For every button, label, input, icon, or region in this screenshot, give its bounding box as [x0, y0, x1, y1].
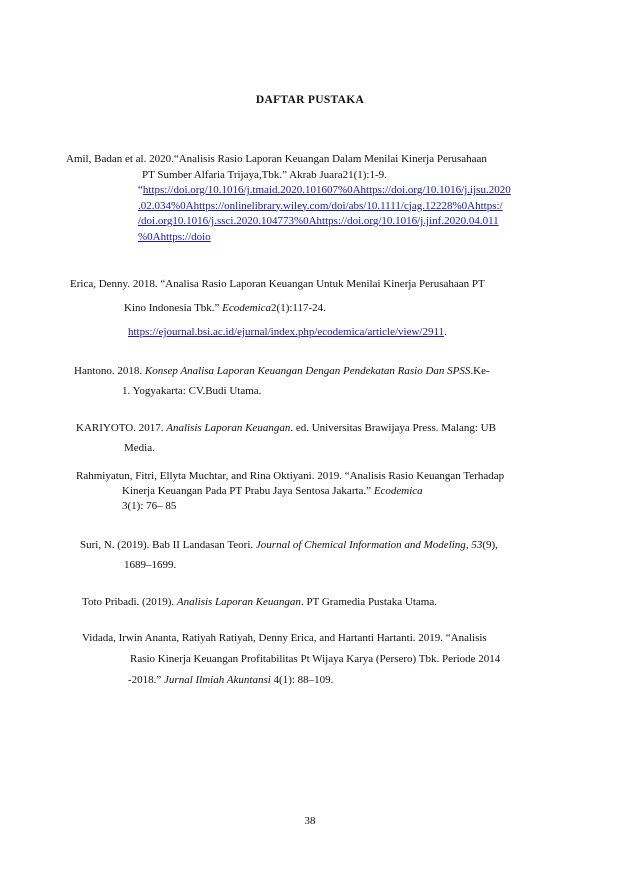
- article-link[interactable]: https://ejournal.bsi.ac.id/ejurnal/index.php/ecodemica/article/view/2911: [128, 326, 445, 338]
- ref-text: -2018.”: [128, 674, 165, 686]
- ref-text: . PT Gramedia Pustaka Utama.: [300, 596, 437, 608]
- ref-text: ,: [465, 539, 472, 551]
- ref-text: Suri, N. (2019). Bab II Landasan Teori.: [80, 539, 256, 551]
- ref-text: Kinerja Keuangan Pada PT Prabu Jaya Sentosa Jakarta.”: [122, 485, 374, 497]
- ref-line: [70, 296, 485, 320]
- ref-word: Juara21(1):1-9.: [319, 168, 387, 181]
- ref-line: [74, 361, 490, 381]
- journal-name: Ecodemica: [222, 302, 272, 314]
- ref-line: [76, 418, 496, 438]
- ref-line: Rahmiyatun, Fitri, Ellyta Muchtar, and Rina Oktiyani. 2019. “Analisis Rasio Keuangan Terhadap: [76, 470, 505, 482]
- ref-word: PT: [142, 168, 155, 181]
- ref-line: [82, 592, 437, 612]
- ref-text: KARIYOTO. 2017.: [76, 422, 167, 434]
- reference-kariyoto: [76, 418, 496, 458]
- ref-text: 2(1):117-24.: [271, 302, 326, 314]
- volume-number: 53: [471, 539, 483, 551]
- ref-word: Alfaria: [193, 168, 225, 181]
- ref-line: [82, 670, 500, 691]
- book-title: Analisis Laporan Keuangan: [176, 596, 301, 608]
- page-number: 38: [304, 815, 316, 827]
- ref-text: Hantono. 2018.: [74, 365, 145, 377]
- book-title: Analisis Laporan Keuangan: [166, 422, 291, 434]
- ref-text: .Ke-: [470, 365, 490, 377]
- ref-line: [80, 535, 498, 555]
- journal-name: Journal of Chemical Information and Modeling: [255, 539, 466, 551]
- ref-text: .: [444, 326, 447, 338]
- ref-word: Akrab: [289, 168, 317, 181]
- doi-link[interactable]: %0Ahttps://doio: [138, 230, 211, 243]
- ref-line: Media.: [124, 442, 155, 454]
- reference-rahmiyatun: [76, 469, 504, 514]
- ref-text: “: [138, 184, 143, 196]
- ref-line: 1. Yogyakarta: CV.Budi Utama.: [122, 385, 262, 397]
- journal-name: Ecodemica: [373, 485, 423, 497]
- doi-link[interactable]: https://doi.org/10.1016/j.tmaid.2020.101607%0Ahttps://doi.org/10.1016/j.ijsu.2020: [142, 184, 511, 196]
- journal-name: Jurnal Ilmiah Akuntansi: [164, 674, 271, 686]
- book-title: Konsep Analisa Laporan Keuangan Dengan Pendekatan Rasio Dan SPSS: [144, 365, 471, 377]
- reference-suri: [80, 535, 498, 575]
- ref-line: [70, 320, 485, 344]
- ref-text: (9),: [482, 539, 498, 551]
- ref-line: Erica, Denny. 2018. “Analisa Rasio Laporan Keuangan Untuk Menilai Kinerja Perusahaan PT: [70, 278, 485, 290]
- ref-line: 1689–1699.: [124, 559, 177, 571]
- ref-text: Toto Pribadi. (2019).: [82, 596, 177, 608]
- reference-erica: [70, 272, 485, 344]
- page-title: DAFTAR PUSTAKA: [255, 94, 365, 106]
- ref-line: 3(1): 76– 85: [122, 500, 177, 512]
- reference-vidada: [82, 628, 500, 691]
- ref-line: [76, 484, 504, 499]
- ref-line: Vidada, Irwin Ananta, Ratiyah Ratiyah, Denny Erica, and Hartanti Hartanti. 2019. “Analisis: [82, 632, 487, 644]
- ref-line: [66, 168, 558, 184]
- ref-line: Rasio Kinerja Keuangan Profitabilitas Pt Wijaya Karya (Persero) Tbk. Periode 2014: [130, 653, 501, 665]
- reference-amil: [66, 152, 558, 245]
- doi-link[interactable]: /doi.org10.1016/j.ssci.2020.104773%0Ahttps://doi.org/10.1016/j.jinf.2020.04.011: [138, 215, 499, 227]
- ref-text: . ed. Universitas Brawijaya Press. Malang: UB: [290, 422, 496, 434]
- ref-word: Trijaya,Tbk.”: [227, 168, 287, 181]
- ref-text: 4(1): 88–109.: [270, 674, 334, 686]
- reference-toto: [82, 592, 437, 612]
- reference-hantono: [74, 361, 490, 401]
- ref-line: Amil, Badan et al. 2020.“Analisis Rasio Laporan Keuangan Dalam Menilai Kinerja Perusahaan: [66, 153, 487, 165]
- doi-link[interactable]: .02.034%0Ahttps://onlinelibrary.wiley.com/doi/abs/10.1111/cjag.12228%0Ahttps:/: [138, 199, 503, 212]
- ref-text: Kino Indonesia Tbk.”: [124, 302, 223, 314]
- ref-word: Sumber: [157, 168, 192, 181]
- ref-line: [66, 183, 558, 199]
